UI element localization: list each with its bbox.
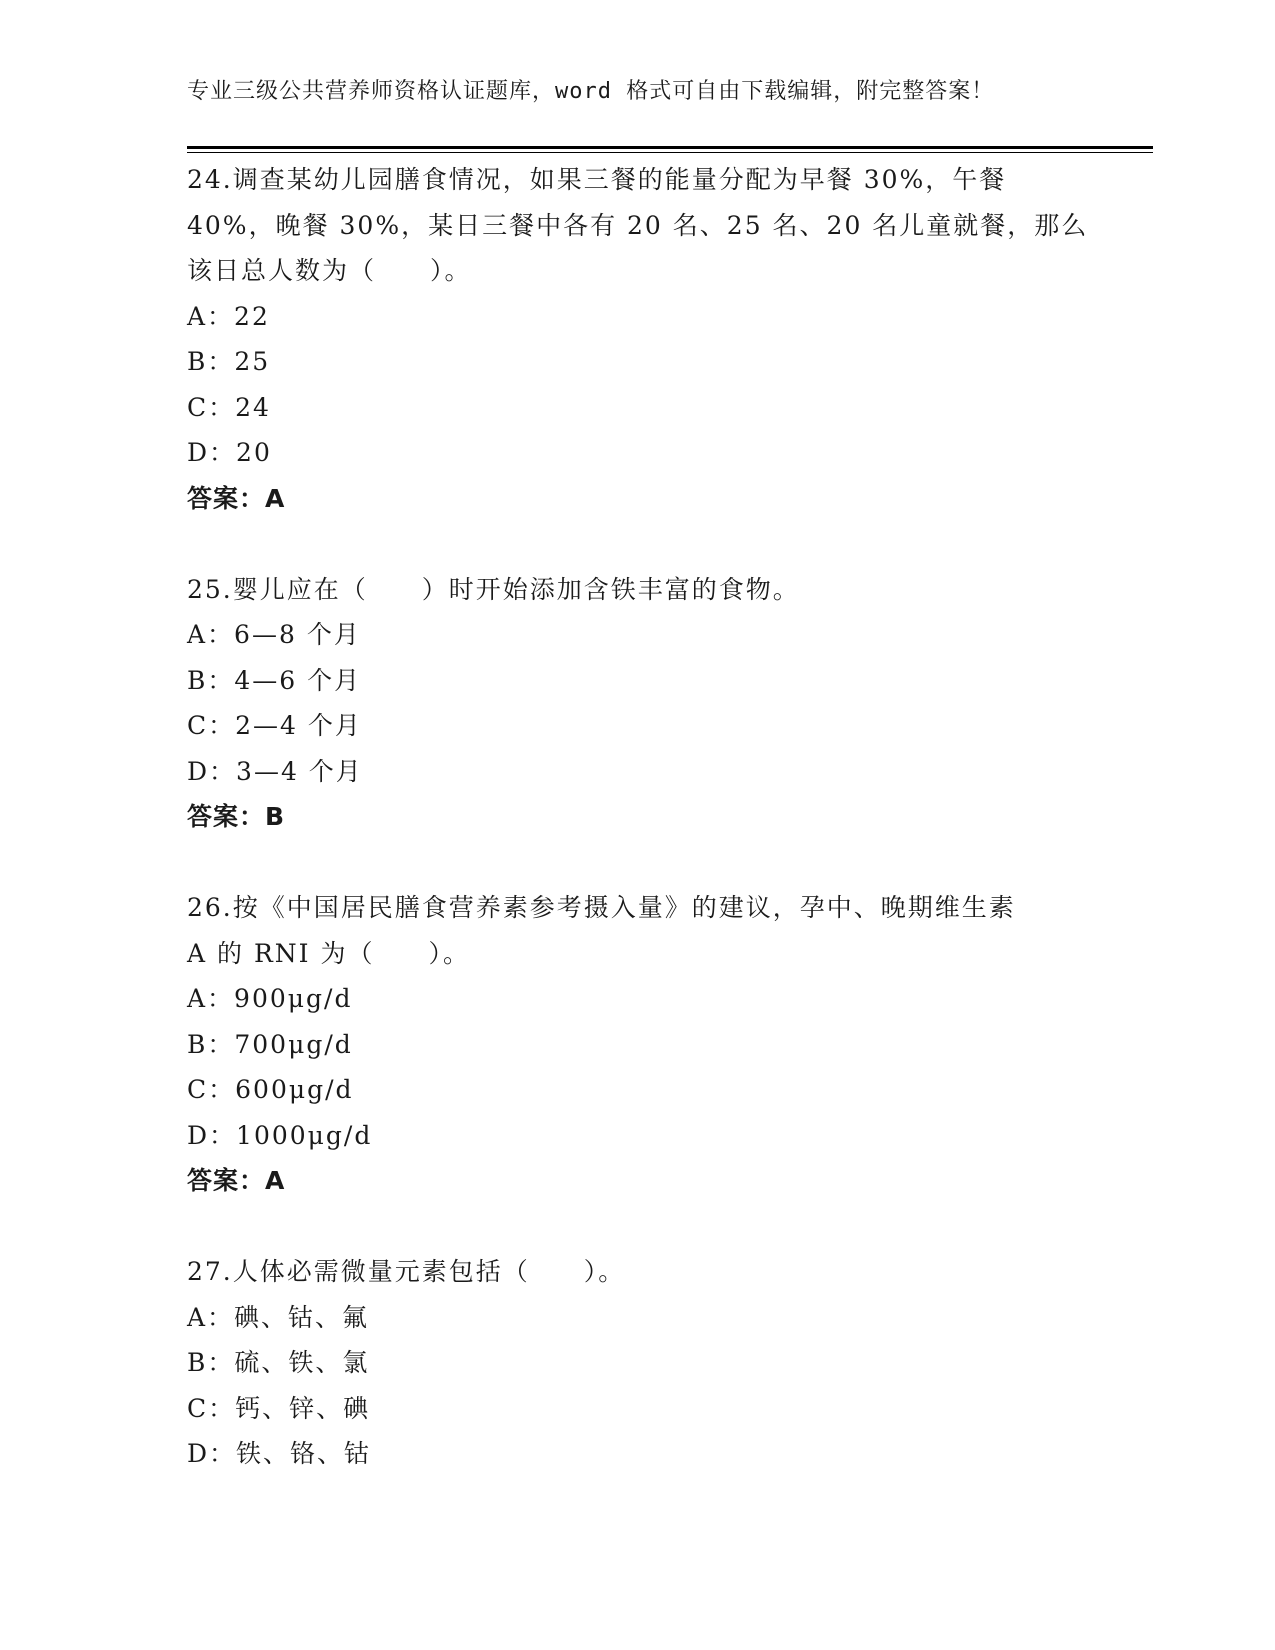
option-c: C：600μg/d [187,1075,354,1104]
option-a: A：22 [187,301,270,331]
question-stem-line: 26.按《中国居民膳食营养素参考摄入量》的建议，孕中、晚期维生素 [187,893,1016,922]
answer: 答案：A [187,1166,286,1195]
page-header: 专业三级公共营养师资格认证题库，word 格式可自由下载编辑，附完整答案！ [187,79,995,104]
question-26 [187,885,1067,1204]
header-rule-thick [187,146,1153,149]
question-stem-line: 24.调查某幼儿园膳食情况，如果三餐的能量分配为早餐 30%，午餐 [187,165,1007,194]
option-b: B：4—6 个月 [187,665,362,695]
question-stem-line: 40%，晚餐 30%，某日三餐中各有 20 名、25 名、20 名儿童就餐，那么 [187,210,1089,240]
option-d: D：铁、铬、钴 [187,1439,372,1468]
header-rule-thin [187,152,1153,153]
question-stem-line: A 的 RNI 为（ ）。 [187,938,470,968]
option-a: A：6—8 个月 [187,620,361,649]
answer: 答案：A [187,483,286,513]
option-b: B：硫、铁、氯 [187,1348,370,1377]
option-c: C：2—4 个月 [187,711,362,740]
answer: 答案：B [187,802,286,831]
question-stem-line: 27.人体必需微量元素包括（ ）。 [187,1257,626,1286]
question-stem-line: 25.婴儿应在（ ）时开始添加含铁丰富的食物。 [187,574,800,604]
option-a: A：900μg/d [187,984,353,1013]
option-d: D：1000μg/d [187,1120,373,1150]
question-24 [187,157,1089,521]
spacer [187,521,1067,567]
option-d: D：3—4 个月 [187,756,363,786]
question-27 [187,1249,1067,1477]
question-list [187,157,1089,1477]
option-d: D：20 [187,438,272,467]
option-a: A：碘、钴、氟 [187,1302,370,1332]
spacer [187,1204,1067,1250]
spacer [187,840,1067,886]
option-b: B：25 [187,347,271,376]
option-c: C：钙、锌、碘 [187,1393,371,1423]
option-b: B：700μg/d [187,1029,353,1059]
question-stem-line: 该日总人数为（ ）。 [187,256,472,285]
option-c: C：24 [187,392,271,422]
question-25 [187,567,1067,840]
